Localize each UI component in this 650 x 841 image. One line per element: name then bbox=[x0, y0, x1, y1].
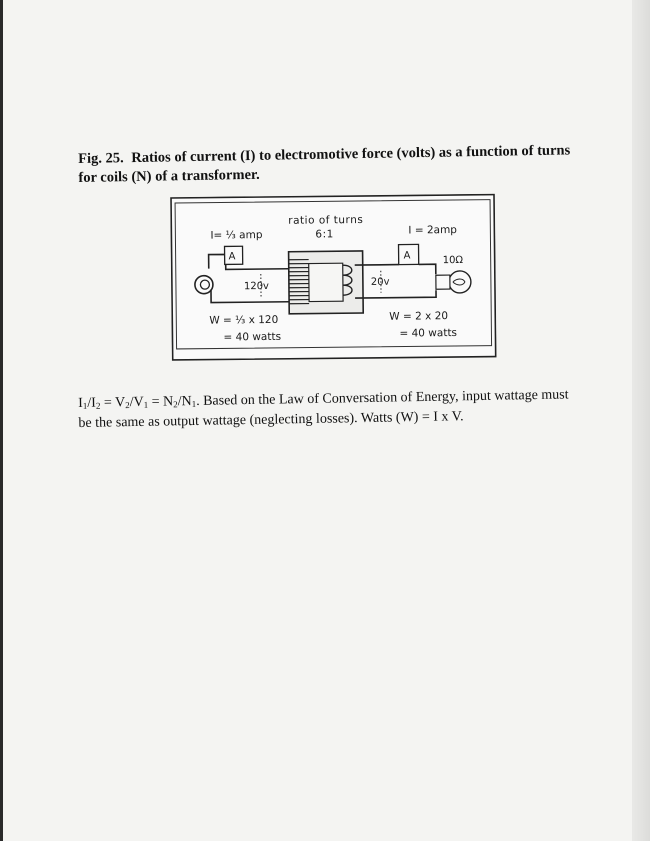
formula-part: /I bbox=[87, 395, 97, 411]
ratio-value: 6:1 bbox=[315, 228, 334, 241]
primary-current-label: I= ⅓ amp bbox=[210, 229, 263, 242]
page-edge-shadow bbox=[632, 0, 650, 841]
formula-subscript: 2 bbox=[125, 400, 130, 411]
formula-subscript: 1 bbox=[82, 400, 88, 411]
lamp-socket bbox=[436, 275, 450, 289]
formula-part: I bbox=[78, 395, 83, 411]
load-resistance-label: 10Ω bbox=[442, 254, 464, 267]
secondary-voltage-label: 20v bbox=[370, 276, 390, 288]
formula-subscript: 2 bbox=[173, 399, 178, 410]
transformer-core-window bbox=[309, 263, 343, 301]
formula-part: /N bbox=[177, 394, 192, 410]
formula-subscript: 1 bbox=[191, 398, 197, 410]
secondary-current-label: I = 2amp bbox=[408, 223, 458, 237]
primary-voltage-label: 120v bbox=[243, 280, 270, 293]
body-text-rest: . Based on the Law of Conversation of Energy, input wattage must be the same as output wattage (neglecting losses). Watts (W) = I x V. bbox=[78, 387, 569, 431]
body-paragraph bbox=[78, 386, 579, 432]
transformer-diagram-svg bbox=[170, 194, 497, 362]
secondary-power-line2: = 40 watts bbox=[399, 327, 458, 340]
primary-power-line2: = 40 watts bbox=[223, 330, 282, 344]
page-edge bbox=[0, 0, 3, 841]
formula-part: = V bbox=[100, 395, 126, 411]
transformer-diagram bbox=[170, 194, 497, 362]
formula-subscript: 1 bbox=[143, 399, 149, 410]
figure-caption bbox=[78, 141, 579, 188]
primary-power-line1: W = ⅓ x 120 bbox=[209, 313, 279, 327]
figure-label: Fig. 25. bbox=[78, 150, 124, 167]
figure-caption-text: Ratios of current (I) to electromotive force (volts) as a function of turns for coils (N) of a transformer. bbox=[78, 142, 571, 186]
formula-part: = N bbox=[148, 394, 174, 410]
formula-subscript: 2 bbox=[95, 400, 101, 411]
primary-ammeter-label: A bbox=[228, 251, 236, 263]
secondary-power-line1: W = 2 x 20 bbox=[389, 310, 449, 323]
secondary-ammeter-label: A bbox=[403, 250, 411, 262]
ratio-title: ratio of turns bbox=[288, 213, 364, 227]
formula-part: /V bbox=[129, 394, 144, 411]
